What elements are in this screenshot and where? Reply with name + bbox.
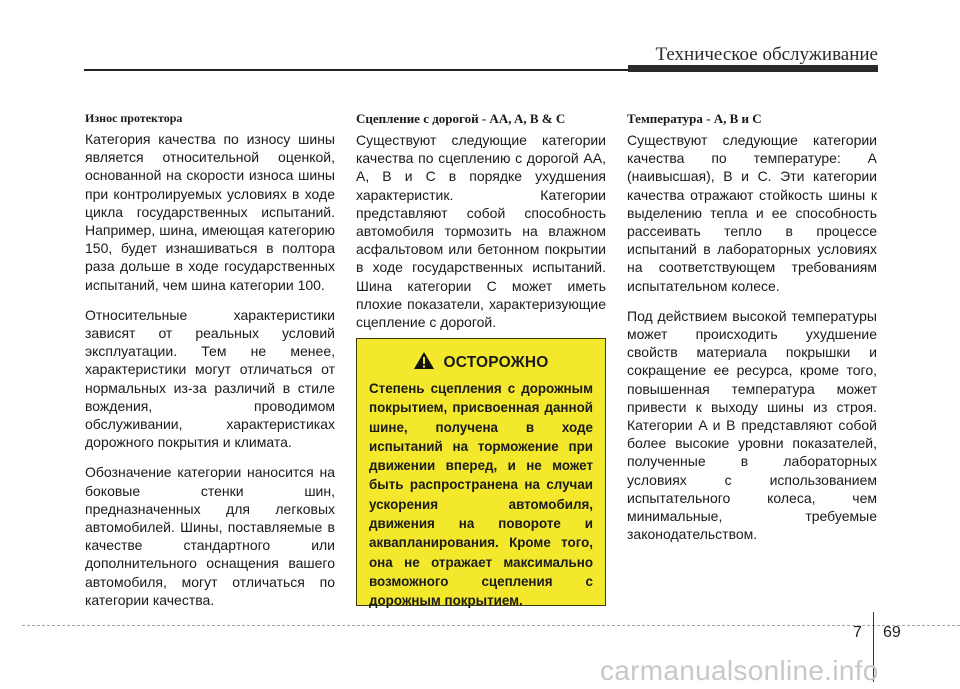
watermark: carmanualsonline.info (600, 655, 879, 686)
warning-title: ОСТОРОЖНО (443, 354, 549, 371)
chapter-number: 7 (853, 624, 862, 641)
paragraph: Под действием высокой температуры может происходить ухудшение свойств материала покрышки и сокращение ее ресурса, кроме того, повышенная температура может привести к выходу шины из строя. Категории A и B представляют собой более высокие уровни показателей, полученные в лабораторных условиях с использованием испытательного колеса, чем минимальные, требуемые законодательством. (627, 307, 877, 543)
section-heading-temperature: Температура - A, B и C (627, 111, 762, 126)
paragraph: Существуют следующие категории качества по температуре: A (наивысшая), B и C. Эти категории качества отражают стойкость шины к выделению тепла и ее способность рассеивать тепло в процессе испытаний в лабораторных условиях на соответствующем требованиям испытательном колесе. (627, 132, 877, 294)
warning-box (356, 338, 606, 609)
column-traction (356, 111, 606, 343)
warning-triangle-icon (413, 351, 435, 375)
paragraph: Категория качества по износу шины является относительной оценкой, основанной на скорости износа шины при контролируемых условиях в ходе цикла государственных испытаний. Например, шина, имеющая категорию 150, будет изнашиваться в полтора раза дольше в ходе государственных испытаний, чем шина категории 100. (85, 131, 335, 293)
warning-text: Степень сцепления с дорожным покрытием, присвоенная данной шине, получена в ходе испытаний на торможение при движении вперед, и не может быть распространена на случаи ускорения автомобиля, движения на повороте и аквапланирования. Кроме того, она не отражает максимально возможного сцепления с дорожным покрытием. (369, 381, 593, 609)
paragraph: Относительные характеристики зависят от реальных условий эксплуатации. Тем не менее, характеристики могут отличаться от нормальных из-за различий в стиле вождения, проводимом обслуживании, характеристиках дорожного покрытия и климата. (85, 306, 335, 451)
warning-header (369, 351, 593, 375)
header-rule (84, 69, 628, 71)
section-heading-traction: Сцепление с дорогой - AA, A, B & C (356, 111, 566, 126)
page-number: 69 (883, 624, 901, 641)
paragraph: Обозначение категории наносится на боковые стенки шин, предназначенных для легковых автомобилей. Шины, поставляемые в качестве стандартного или дополнительного оснащения вашего автомобиля, могут отличаться по категории качества. (85, 464, 335, 608)
section-heading-tread-wear: Износ протектора (85, 111, 183, 125)
page-header-title: Техническое обслуживание (655, 44, 878, 65)
footer-crop-line (22, 625, 960, 626)
paragraph: Существуют следующие категории качества по сцеплению с дорогой AA, A, B и C в порядке ухудшения характеристик. Категории представляют собой способность автомобиля тормозить на влажном асфальтовом или бетонном покрытии в ходе государственных испытаний. Шина категории C может иметь плохие показатели, характеризующие сцепление с дорогой. (356, 132, 606, 331)
column-temperature (627, 111, 877, 555)
header-bar (628, 65, 878, 72)
column-tread-wear (85, 111, 335, 621)
